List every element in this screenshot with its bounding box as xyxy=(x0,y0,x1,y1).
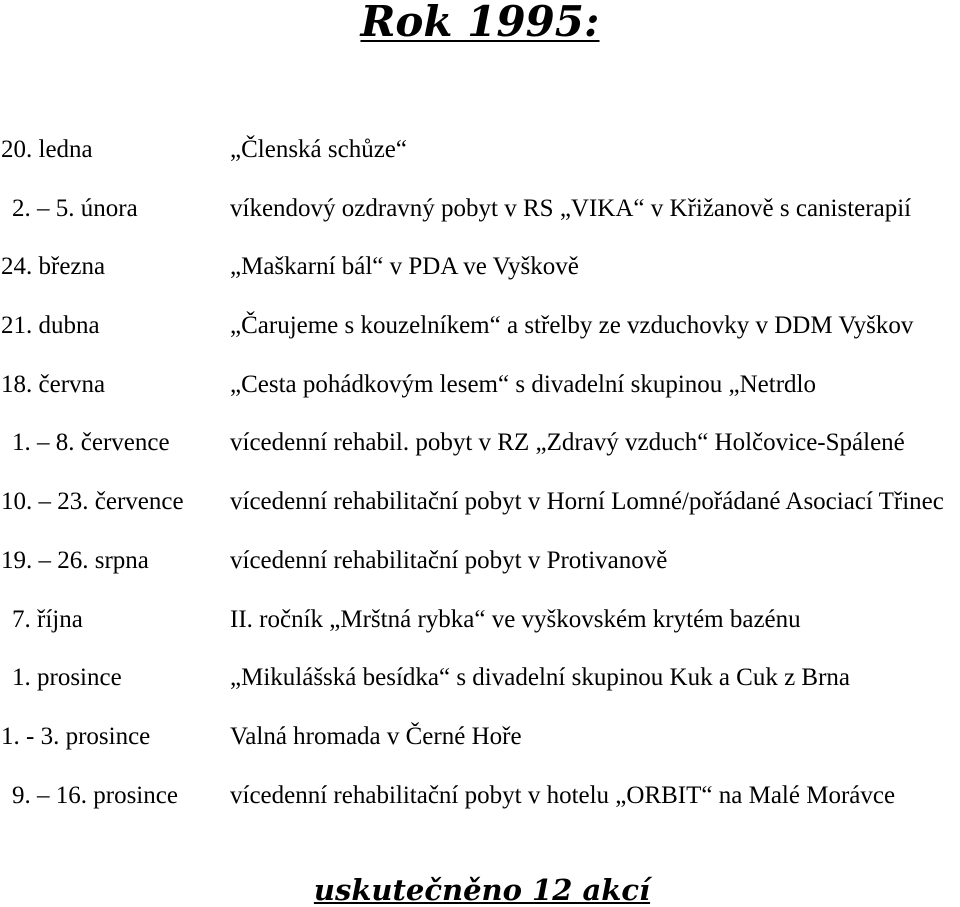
event-description: vícedenní rehabil. pobyt v RZ „Zdravý vzduch“ Holčovice-Spálené xyxy=(230,429,905,457)
event-description: Valná hromada v Černé Hoře xyxy=(230,722,522,750)
summary-footer: uskutečněno 12 akcí xyxy=(313,873,651,907)
event-date: 7. října xyxy=(12,605,83,633)
event-date: 21. dubna xyxy=(1,312,100,340)
event-date: 1. – 8. července xyxy=(12,429,170,457)
event-row xyxy=(0,370,960,429)
event-row xyxy=(0,487,960,546)
event-description: vícedenní rehabilitační pobyt v hotelu „ORBIT“ na Malé Morávce xyxy=(230,781,896,809)
event-description: „Cesta pohádkovým lesem“ s divadelní skupinou „Netrdlo xyxy=(230,370,816,398)
event-date: 9. – 16. prosince xyxy=(12,781,178,809)
event-row xyxy=(0,781,960,840)
event-date: 20. ledna xyxy=(1,136,93,163)
event-row xyxy=(0,663,960,722)
event-description: II. ročník „Mrštná rybka“ ve vyškovském krytém bazénu xyxy=(230,605,801,633)
event-row xyxy=(0,605,960,664)
event-date: 1. prosince xyxy=(12,664,122,692)
event-row xyxy=(0,252,960,311)
event-row xyxy=(0,428,960,487)
event-description: „Čarujeme s kouzelníkem“ a střelby ze vzduchovky v DDM Vyškov xyxy=(230,312,914,340)
event-date: 2. – 5. února xyxy=(12,194,138,222)
event-date: 24. března xyxy=(1,253,106,281)
event-row xyxy=(0,311,960,370)
event-row xyxy=(0,722,960,781)
event-description: víkendový ozdravný pobyt v RS „VIKA“ v Křižanově s canisterapií xyxy=(230,194,912,222)
event-description: „Mikulášská besídka“ s divadelní skupinou Kuk a Cuk z Brna xyxy=(230,664,851,692)
event-description: vícedenní rehabilitační pobyt v Protivanově xyxy=(230,546,668,574)
event-description: „Členská schůze“ xyxy=(230,136,408,163)
event-list xyxy=(0,135,960,839)
event-row xyxy=(0,546,960,605)
event-date: 18. června xyxy=(1,370,106,398)
event-date: 1. - 3. prosince xyxy=(1,722,151,750)
event-date: 10. – 23. července xyxy=(1,488,184,516)
event-date: 19. – 26. srpna xyxy=(1,546,149,574)
page-title: Rok 1995: xyxy=(360,0,600,46)
event-description: „Maškarní bál“ v PDA ve Vyškově xyxy=(230,253,579,281)
event-row xyxy=(0,135,960,194)
event-row xyxy=(0,194,960,253)
event-description: vícedenní rehabilitační pobyt v Horní Lomné/pořádané Asociací Třinec xyxy=(230,488,944,516)
